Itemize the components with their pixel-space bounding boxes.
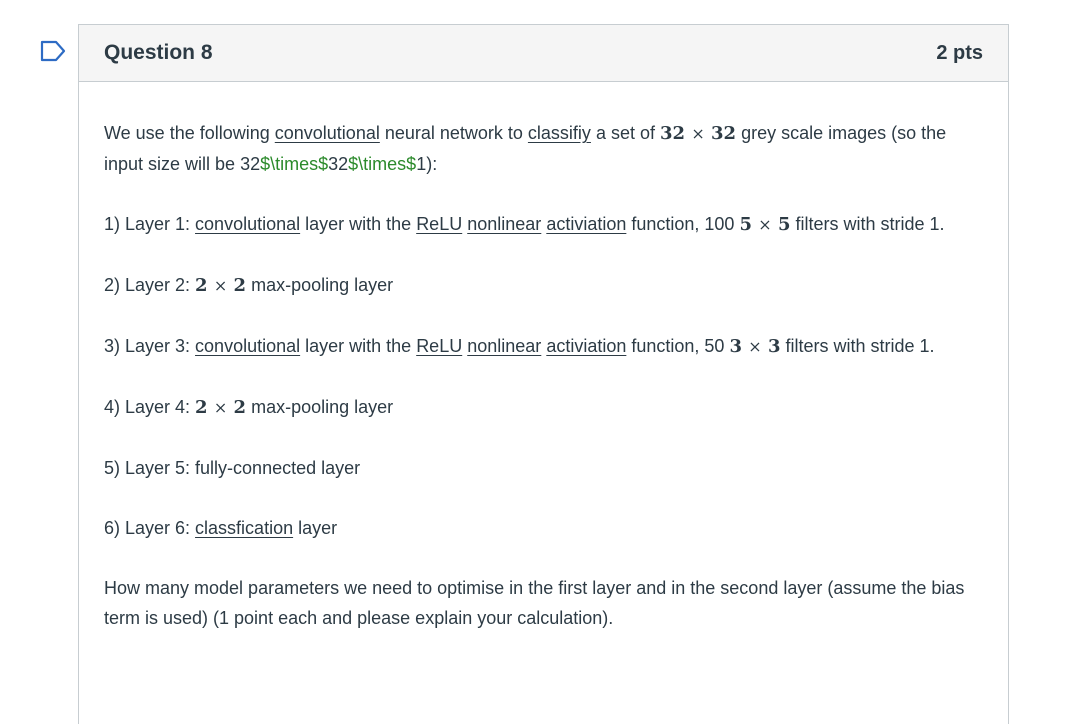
question-prompt: How many model parameters we need to optimise in the first layer and in the second layer (assume the bias term is used) (1 point each and please explain your calculation). <box>104 578 965 628</box>
flag-question-icon[interactable] <box>40 40 66 62</box>
spell-word: nonlinear <box>467 214 542 234</box>
layer-item: 6) Layer 6: classfication layer <box>104 518 338 538</box>
latex-source: $\times$ <box>260 154 329 174</box>
spell-word: activiation <box>546 214 627 234</box>
spell-word: convolutional <box>195 214 301 234</box>
math-expression: 2 × 2 <box>195 397 247 418</box>
spell-word: classfication <box>195 518 294 538</box>
spell-word: ReLU <box>416 336 463 356</box>
layer-item: 5) Layer 5: fully-connected layer <box>104 458 361 478</box>
math-expression: 32 × 32 <box>659 123 737 144</box>
spell-word: ReLU <box>416 214 463 234</box>
layer-item: 1) Layer 1: convolutional layer with the ReLU nonlinear activiation function, 100 5 × 5 filters with stride 1. <box>104 214 945 235</box>
question-points: 2 pts <box>936 41 983 64</box>
math-expression: 3 × 3 <box>729 336 781 357</box>
question-intro: We use the following convolutional neural network to classifiy a set of 32 × 32 grey scale images (so the input size will be 32$\times$32$\times$1): <box>104 123 947 174</box>
layer-item: 3) Layer 3: convolutional layer with the ReLU nonlinear activiation function, 50 3 × 3 filters with stride 1. <box>104 336 935 357</box>
spell-word: activiation <box>546 336 627 356</box>
question-header <box>79 25 1008 82</box>
layer-item: 2) Layer 2: 2 × 2 max-pooling layer <box>104 275 394 296</box>
latex-source: $\times$ <box>348 154 417 174</box>
spell-word: nonlinear <box>467 336 542 356</box>
math-expression: 2 × 2 <box>195 275 247 296</box>
spell-word: convolutional <box>195 336 301 356</box>
layer-item: 4) Layer 4: 2 × 2 max-pooling layer <box>104 397 394 418</box>
question-card <box>78 24 1009 724</box>
spell-word: convolutional <box>274 123 380 143</box>
math-expression: 5 × 5 <box>739 214 791 235</box>
question-title: Question 8 <box>104 41 213 64</box>
question-body <box>79 82 1008 633</box>
spell-word: classifiy <box>527 123 591 143</box>
